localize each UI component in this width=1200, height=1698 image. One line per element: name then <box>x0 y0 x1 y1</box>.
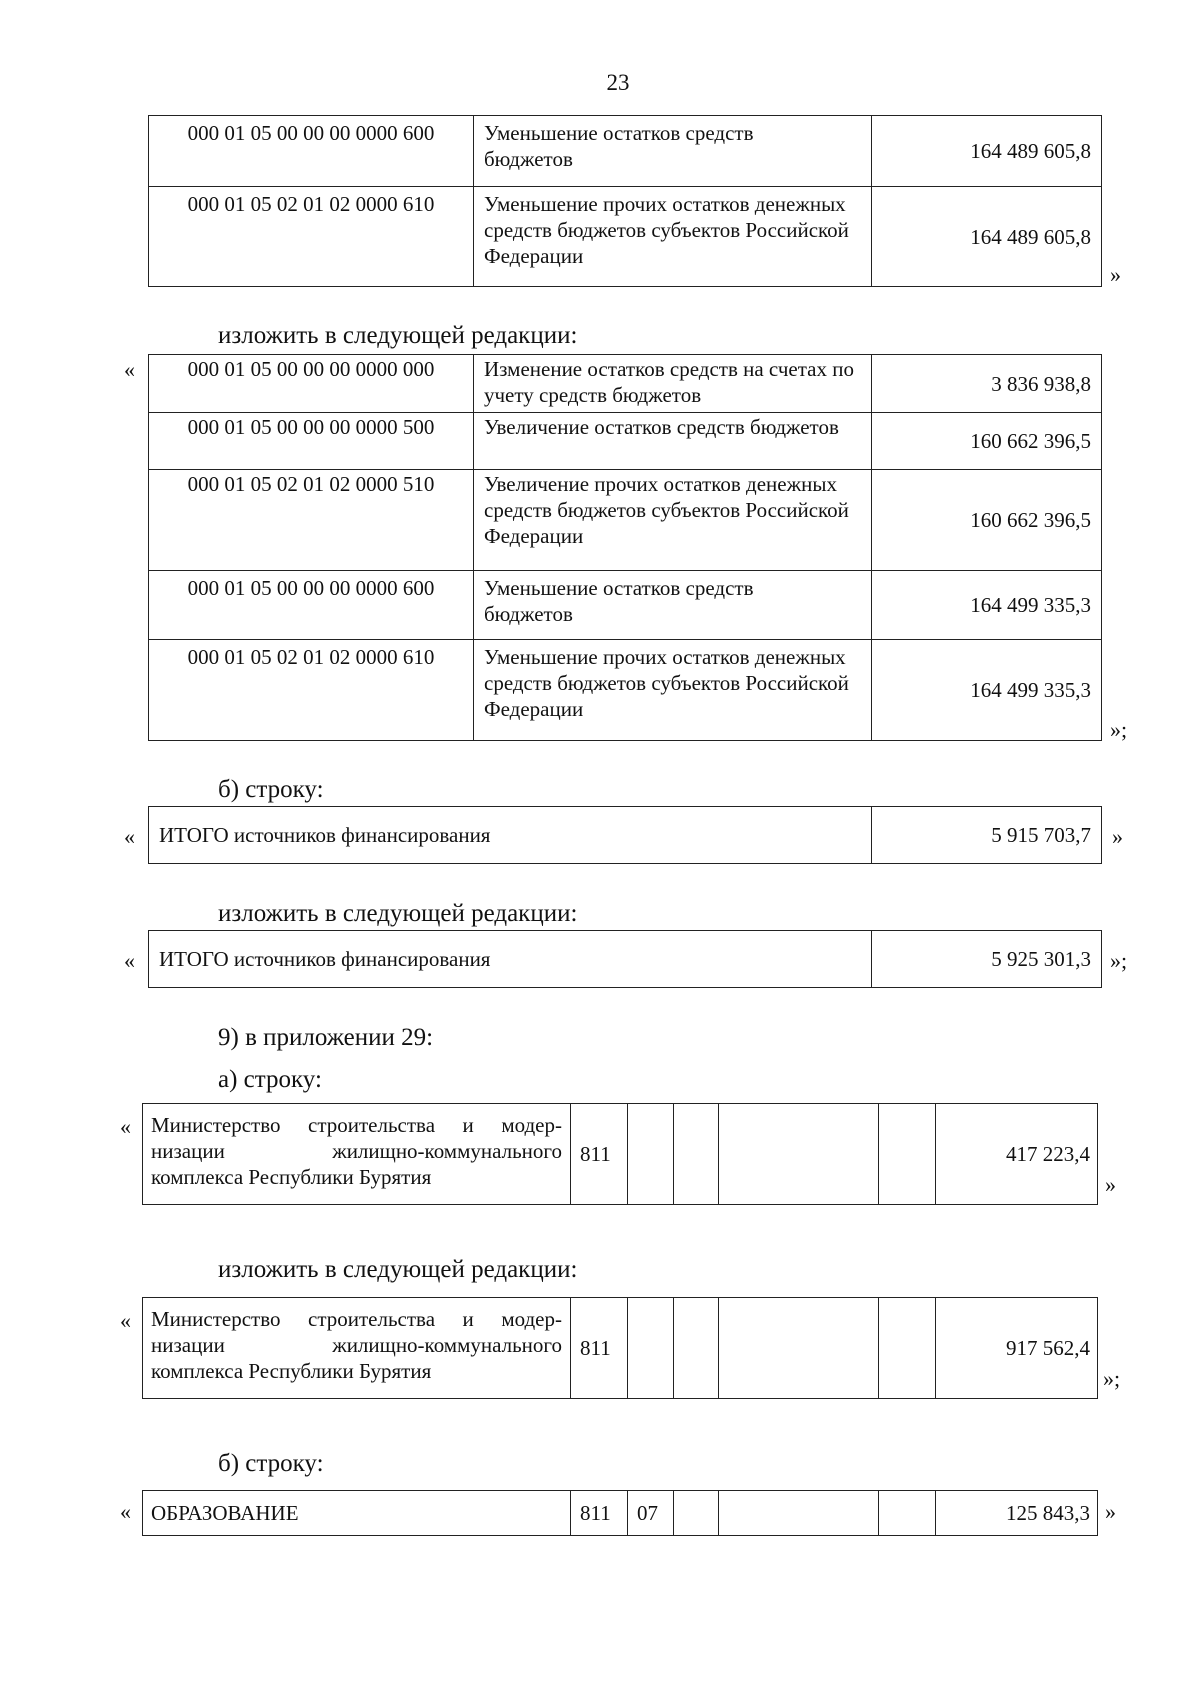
ministry-name-line2 <box>151 1138 562 1164</box>
ministry-name-line3: комплекса Республики Бурятия <box>151 1359 432 1383</box>
table-ministry-old <box>142 1103 1098 1205</box>
row-amount: 164 499 335,3 <box>872 640 1102 741</box>
section-code: 07 <box>628 1491 674 1536</box>
table-row <box>149 640 1102 741</box>
table-row <box>149 116 1102 187</box>
table-old-balances <box>148 115 1102 287</box>
empty-cell <box>674 1491 719 1536</box>
budget-code: 000 01 05 00 00 00 0000 000 <box>149 355 474 413</box>
section-name: ОБРАЗОВАНИЕ <box>143 1491 571 1536</box>
row-amount: 164 499 335,3 <box>872 571 1102 640</box>
table-row <box>149 931 1102 988</box>
close-quote: »; <box>1110 717 1128 742</box>
table-total-old <box>148 806 1102 864</box>
section-heading: 9) в приложении 29: <box>218 1024 434 1051</box>
table-total-new <box>148 930 1102 988</box>
empty-cell <box>719 1104 879 1205</box>
empty-cell <box>674 1298 719 1399</box>
ministry-code: 811 <box>571 1491 628 1536</box>
table-new-balances <box>148 354 1102 741</box>
row-amount: 160 662 396,5 <box>872 470 1102 571</box>
table-education <box>142 1490 1098 1536</box>
row-name: Уменьшение прочих остатков денежных средств бюджетов субъектов Российской Федерации <box>474 187 872 287</box>
row-name: Увеличение прочих остатков денежных средств бюджетов субъектов Российской Федерации <box>474 470 872 571</box>
ministry-name-line2 <box>151 1332 562 1358</box>
table-row <box>149 187 1102 287</box>
budget-code: 000 01 05 00 00 00 0000 600 <box>149 571 474 640</box>
budget-code: 000 01 05 02 01 02 0000 610 <box>149 640 474 741</box>
ministry-name-word: жилищно-коммунального <box>332 1139 562 1163</box>
close-quote: »; <box>1110 948 1128 973</box>
open-quote: « <box>124 824 135 849</box>
table-row <box>149 571 1102 640</box>
section-heading: б) строку: <box>218 776 324 803</box>
empty-cell <box>879 1491 936 1536</box>
open-quote: « <box>120 1114 131 1139</box>
row-amount: 164 489 605,8 <box>872 116 1102 187</box>
section-heading: изложить в следующей редакции: <box>218 322 578 349</box>
ministry-amount: 917 562,4 <box>936 1298 1098 1399</box>
ministry-amount: 417 223,4 <box>936 1104 1098 1205</box>
close-quote: » <box>1105 1499 1116 1524</box>
ministry-name-line1: Министерство строительства и модер- <box>151 1307 562 1331</box>
close-quote: » <box>1105 1172 1116 1197</box>
section-heading: изложить в следующей редакции: <box>218 900 578 927</box>
ministry-name-word: жилищно-коммунального <box>332 1333 562 1357</box>
section-heading: б) строку: <box>218 1450 324 1477</box>
row-amount: 160 662 396,5 <box>872 413 1102 470</box>
table-ministry-new <box>142 1297 1098 1399</box>
ministry-code: 811 <box>571 1104 628 1205</box>
table-row <box>149 470 1102 571</box>
ministry-code: 811 <box>571 1298 628 1399</box>
budget-code: 000 01 05 02 01 02 0000 510 <box>149 470 474 571</box>
close-quote: » <box>1112 824 1123 849</box>
close-quote: » <box>1110 262 1121 287</box>
ministry-name <box>143 1298 571 1399</box>
row-amount: 164 489 605,8 <box>872 187 1102 287</box>
open-quote: « <box>124 948 135 973</box>
ministry-name-line3: комплекса Республики Бурятия <box>151 1165 432 1189</box>
page-number: 23 <box>606 70 630 95</box>
empty-cell <box>628 1104 674 1205</box>
empty-cell <box>719 1298 879 1399</box>
row-name: Уменьшение прочих остатков денежных средств бюджетов субъектов Российской Федерации <box>474 640 872 741</box>
ministry-name-word: низации <box>151 1333 225 1357</box>
row-name: Уменьшение остатков средств бюджетов <box>474 116 872 187</box>
open-quote: « <box>124 357 135 382</box>
total-amount: 5 915 703,7 <box>872 807 1102 864</box>
budget-code: 000 01 05 00 00 00 0000 600 <box>149 116 474 187</box>
total-label: ИТОГО источников финансирования <box>149 931 872 988</box>
empty-cell <box>628 1298 674 1399</box>
row-name: Изменение остатков средств на счетах по учету средств бюджетов <box>474 355 872 413</box>
ministry-name <box>143 1104 571 1205</box>
empty-cell <box>879 1298 936 1399</box>
empty-cell <box>674 1104 719 1205</box>
total-label: ИТОГО источников финансирования <box>149 807 872 864</box>
total-amount: 5 925 301,3 <box>872 931 1102 988</box>
table-row <box>143 1298 1098 1399</box>
empty-cell <box>879 1104 936 1205</box>
table-row <box>143 1104 1098 1205</box>
section-heading: а) строку: <box>218 1066 322 1093</box>
table-row <box>143 1491 1098 1536</box>
row-name: Увеличение остатков средств бюджетов <box>474 413 872 470</box>
close-quote: »; <box>1103 1366 1121 1391</box>
budget-code: 000 01 05 02 01 02 0000 610 <box>149 187 474 287</box>
row-amount: 3 836 938,8 <box>872 355 1102 413</box>
open-quote: « <box>120 1499 131 1524</box>
ministry-name-line1: Министерство строительства и модер- <box>151 1113 562 1137</box>
table-row <box>149 355 1102 413</box>
row-name: Уменьшение остатков средств бюджетов <box>474 571 872 640</box>
table-row <box>149 807 1102 864</box>
open-quote: « <box>120 1308 131 1333</box>
section-amount: 125 843,3 <box>936 1491 1098 1536</box>
empty-cell <box>719 1491 879 1536</box>
budget-code: 000 01 05 00 00 00 0000 500 <box>149 413 474 470</box>
ministry-name-word: низации <box>151 1139 225 1163</box>
table-row <box>149 413 1102 470</box>
section-heading: изложить в следующей редакции: <box>218 1256 578 1283</box>
